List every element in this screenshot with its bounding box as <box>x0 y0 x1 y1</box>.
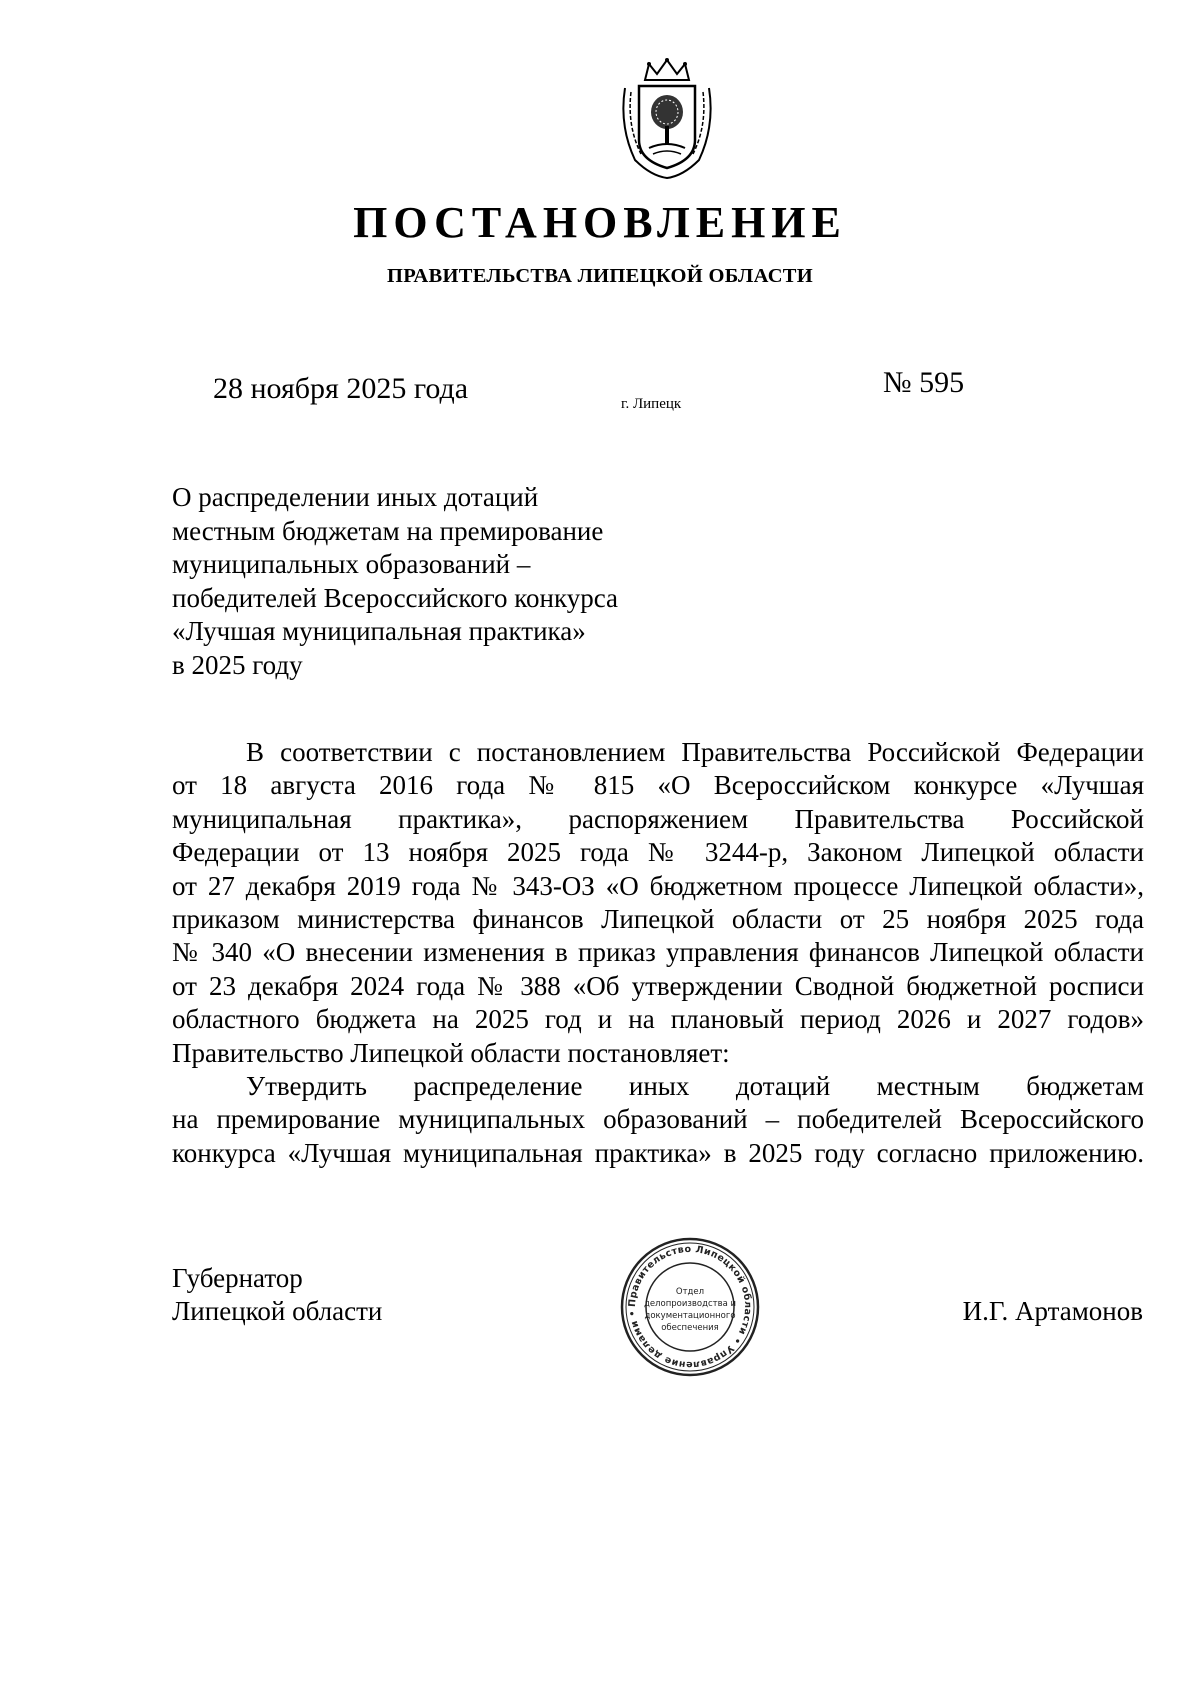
body-line: № 340 «О внесении изменения в приказ управления финансов Липецкой области <box>172 937 1144 968</box>
subject-line: в 2025 году <box>172 649 303 680</box>
stamp-inner-line: делопроизводства и <box>643 1299 737 1309</box>
body-line: приказом министерства финансов Липецкой области от 25 ноября 2025 года <box>172 904 1144 935</box>
subject-line: О распределении иных дотаций <box>172 482 539 512</box>
body-line: областного бюджета на 2025 год и на плановый период 2026 и 2027 годов» <box>172 1004 1144 1035</box>
signatory-position-line: Липецкой области <box>172 1296 383 1327</box>
stamp-outer-text: Правительство Липецкой области • Управление делами • <box>626 1243 754 1371</box>
body-line: на премирование муниципальных образований – победителей Всероссийского <box>172 1104 1144 1135</box>
document-date: 28 ноября 2025 года <box>213 372 469 405</box>
subject-line: победителей Всероссийского конкурса <box>172 582 619 613</box>
signatory-position <box>172 1262 382 1329</box>
document-subtitle: ПРАВИТЕЛЬСТВА ЛИПЕЦКОЙ ОБЛАСТИ <box>386 265 814 287</box>
document-subject <box>172 481 772 683</box>
signatory-name: И.Г. Артамонов <box>962 1296 1143 1326</box>
body-line: от 27 декабря 2019 года № 343-ОЗ «О бюджетном процессе Липецкой области», <box>172 870 1144 901</box>
stamp-inner-line: документационного <box>644 1311 736 1321</box>
stamp-inner-line: обеспечения <box>661 1323 719 1333</box>
body-line: В соответствии с постановлением Правительства Российской Федерации <box>246 737 1144 767</box>
body-line: Федерации от 13 ноября 2025 года № 3244-р, Законом Липецкой области <box>172 837 1144 868</box>
subject-line: «Лучшая муниципальная практика» <box>172 616 586 647</box>
round-seal-icon <box>619 1236 761 1378</box>
document-number: № 595 <box>883 366 965 399</box>
subject-line: муниципальных образований – <box>172 549 531 580</box>
stamp-inner-line: Отдел <box>675 1287 705 1297</box>
signatory-position-line: Губернатор <box>172 1263 303 1293</box>
document-body <box>172 736 1144 1170</box>
document-title: ПОСТАНОВЛЕНИЕ <box>353 198 847 247</box>
document-city: г. Липецк <box>621 396 682 412</box>
body-line: Правительство Липецкой области постановляет: <box>172 1037 730 1068</box>
subject-line: местным бюджетам на премирование <box>172 515 604 546</box>
body-line: от 23 декабря 2024 года № 388 «Об утверждении Сводной бюджетной росписи <box>172 970 1144 1001</box>
coat-of-arms-icon <box>615 56 720 180</box>
body-line: от 18 августа 2016 года № 815 «О Всероссийском конкурсе «Лучшая <box>172 770 1144 801</box>
body-line: конкурса «Лучшая муниципальная практика» в 2025 году согласно приложению. <box>172 1137 1144 1168</box>
body-line: Утвердить распределение иных дотаций местным бюджетам <box>246 1071 1144 1102</box>
body-line: муниципальная практика», распоряжением Правительства Российской <box>172 803 1144 834</box>
